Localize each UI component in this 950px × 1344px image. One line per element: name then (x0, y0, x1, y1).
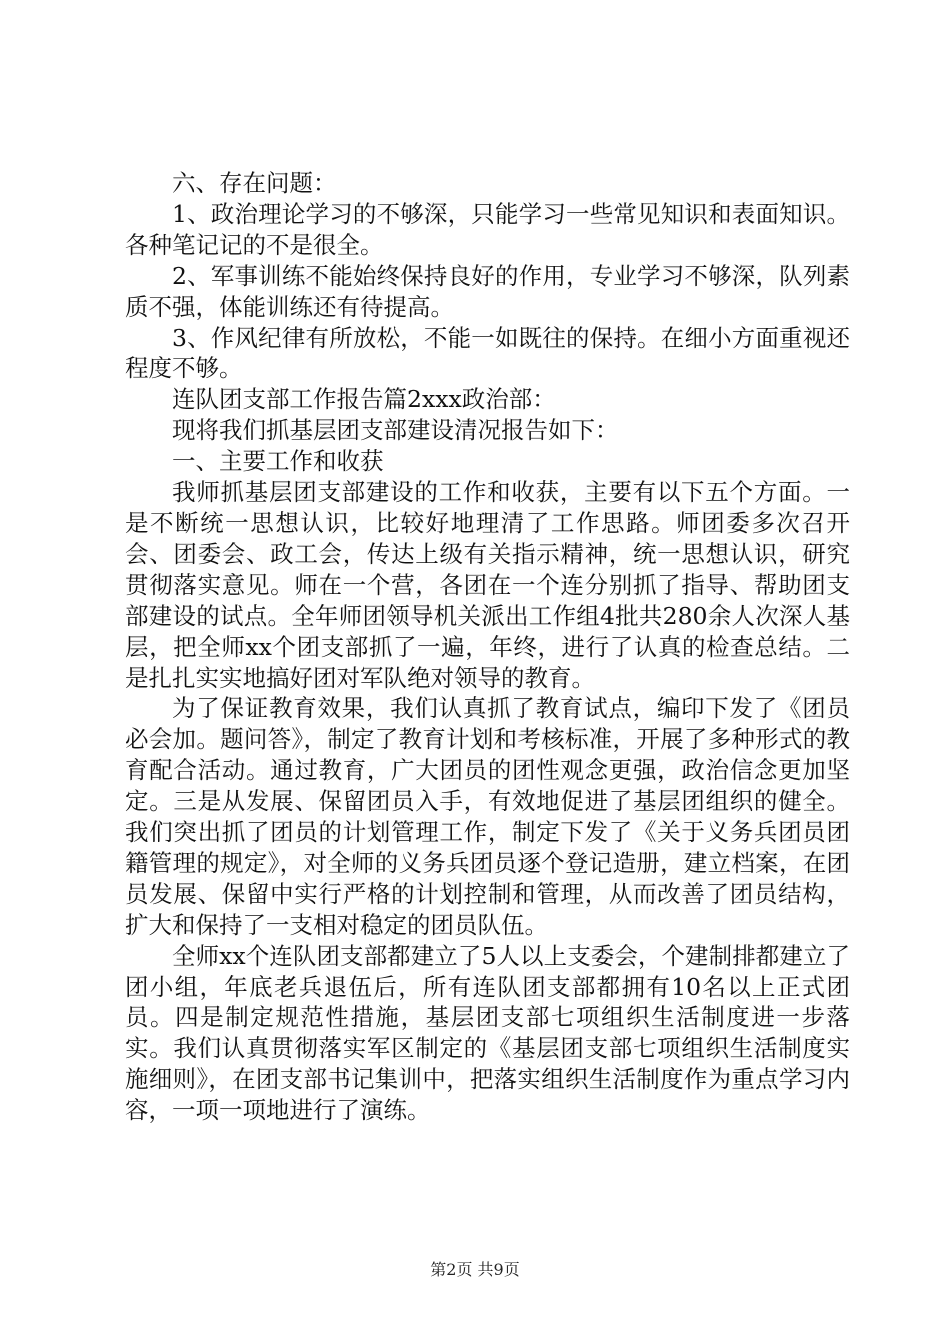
problem-item-3: 3、作风纪律有所放松，不能一如既往的保持。在细小方面重视还程度不够。 (125, 323, 850, 383)
body-paragraph: 我师抓基层团支部建设的工作和收获，主要有以下五个方面。一是不断统一思想认识，比较好地理清了工作思路。师团委多次召开会、团委会、政工会，传达上级有关指示精神，统一思想认识，研究贯彻落实意见。师在一个营，各团在一个连分别抓了指导、帮助团支部建设的试点。全年师团领导机关派出工作组4批共280余人次深人基层，把全师xx个团支部抓了一遍，年终，进行了认真的检查总结。二是扎扎实实地搞好团对军队绝对领导的教育。 (125, 478, 850, 692)
report-intro: 现将我们抓基层团支部建设清况报告如下： (172, 416, 619, 445)
problem-item-1: 1、政治理论学习的不够深，只能学习一些常见知识和表面知识。各种笔记记的不是很全。 (125, 199, 850, 259)
page-footer (0, 1260, 950, 1280)
document-body (125, 168, 850, 1126)
body-paragraph: 全师xx个连队团支部都建立了5人以上支委会，个建制排都建立了团小组，年底老兵退伍后，所有连队团支部都拥有10名以上正式团员。四是制定规范性措施，基层团支部七项组织生活制度进一步落实。我们认真贯彻落实军区制定的《基层团支部七项组织生活制度实施细则》，在团支部书记集训中，把落实组织生活制度作为重点学习内容，一项一项地进行了演练。 (125, 941, 850, 1125)
section-heading-problems: 六、存在问题： (172, 169, 337, 197)
report-title: 连队团支部工作报告篇2xxx政治部： (172, 385, 556, 414)
page-number: 第2页 共9页 (430, 1260, 520, 1279)
body-paragraph: 为了保证教育效果，我们认真抓了教育试点，编印下发了《团员必会加。题问答》，制定了教育计划和考核标准，开展了多种形式的教育配合活动。通过教育，广大团员的团性观念更强，政治信念更加坚定。三是从发展、保留团员入手，有效地促进了基层团组织的健全。我们突出抓了团员的计划管理工作，制定下发了《关于义务兵团员团籍管理的规定》，对全师的义务兵团员逐个登记造册，建立档案，在团员发展、保留中实行严格的计划控制和管理，从而改善了团员结构，扩大和保持了一支相对稳定的团员队伍。 (125, 694, 850, 939)
problem-item-2: 2、军事训练不能始终保持良好的作用，专业学习不够深，队列素质不强，体能训练还有待提高。 (125, 261, 850, 321)
section-heading-main-work: 一、主要工作和收获 (172, 447, 384, 476)
